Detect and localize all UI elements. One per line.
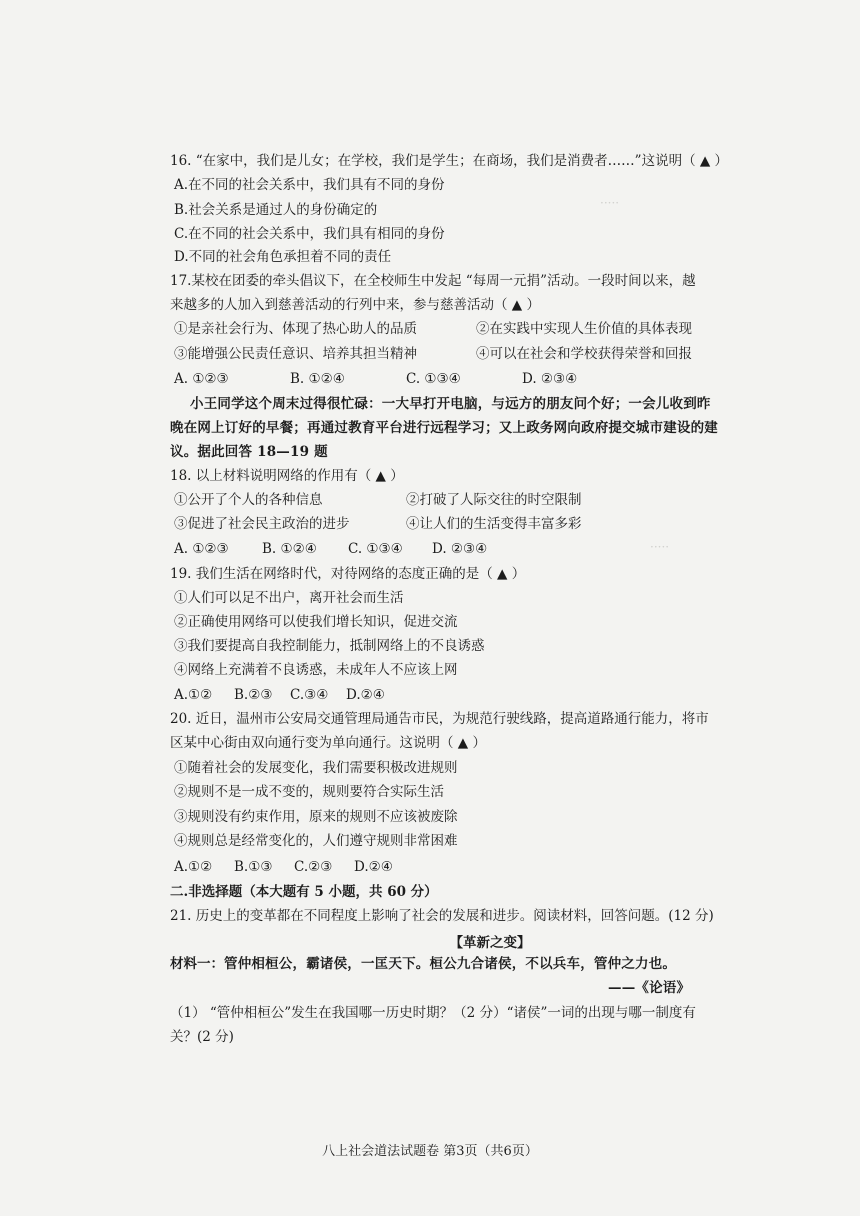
question-19-statement-4: ④网络上充满着不良诱惑，未成年人不应该上网 (174, 662, 458, 678)
question-18-statement-3: ③促进了社会民主政治的进步 (174, 516, 350, 532)
material-18-19-line1: 小王同学这个周末过得很忙碌：一大早打开电脑，与远方的朋友问个好；一会儿收到昨 (190, 396, 711, 412)
question-16-option-b: B.社会关系是通过人的身份确定的 (174, 202, 378, 218)
question-19-stem: 19. 我们生活在网络时代，对待网络的态度正确的是（ ▲ ） (170, 566, 526, 582)
choice-b: B.②③ (234, 687, 273, 703)
question-20-statement-3: ③规则没有约束作用，原来的规则不应该被废除 (174, 809, 458, 825)
page-footer: 八上社会道法试题卷 第3页（共6页） (322, 1144, 538, 1159)
material-18-19-line2: 晚在网上订好的早餐；再通过教育平台进行远程学习；又上政务网向政府提交城市建设的建 (170, 420, 718, 436)
choice-a: A.①② (174, 859, 213, 875)
choice-d: D.②④ (354, 859, 393, 875)
choice-c: C. ①③④ (348, 541, 403, 557)
question-17-statement-2: ②在实践中实现人生价值的具体表现 (476, 321, 692, 337)
choice-c: C. ①③④ (406, 371, 461, 387)
material-1-label: 材料一： (170, 956, 224, 972)
question-20-stem-line1: 20. 近日，温州市公安局交通管理局通告市民，为规范行驶线路，提高道路通行能力，将市 (170, 711, 709, 727)
question-20-statement-2: ②规则不是一成不变的，规则要符合实际生活 (174, 784, 444, 800)
question-20-stem-line2: 区某中心街由双向通行变为单向通行。这说明（ ▲ ） (170, 735, 486, 751)
question-21-material-1 (170, 955, 750, 973)
question-17-statement-4: ④可以在社会和学校获得荣誉和回报 (476, 346, 692, 362)
choice-d: D. ②③④ (432, 541, 488, 557)
choice-c: C.②③ (294, 859, 333, 875)
question-17-statement-1: ①是亲社会行为、体现了热心助人的品质 (174, 321, 417, 337)
question-20-statement-4: ④规则总是经常变化的，人们遵守规则非常困难 (174, 833, 458, 849)
bleed-through-text: ····· (650, 540, 670, 554)
question-21-stem: 21. 历史上的变革都在不同程度上影响了社会的发展和进步。阅读材料，回答问题。(12 分) (170, 908, 714, 924)
choice-d: D. ②③④ (522, 371, 578, 387)
material-18-19-line3: 议。据此回答 18—19 题 (170, 444, 328, 460)
choice-b: B.①③ (234, 859, 273, 875)
question-20-statement-1: ①随着社会的发展变化，我们需要积极改进规则 (174, 760, 458, 776)
question-19-choices (174, 686, 385, 704)
question-19-statement-2: ②正确使用网络可以使我们增长知识，促进交流 (174, 614, 458, 630)
question-16-option-a: A.在不同的社会关系中，我们具有不同的身份 (174, 177, 445, 193)
question-19-statement-1: ①人们可以足不出户，离开社会而生活 (174, 590, 404, 606)
choice-c: C.③④ (290, 687, 329, 703)
question-21-part-1-line2: 关？(2 分) (170, 1029, 234, 1045)
choice-b: B. ①②④ (290, 371, 345, 387)
question-18-statement-2: ②打破了人际交往的时空限制 (406, 492, 582, 508)
choice-d: D.②④ (346, 687, 385, 703)
choice-a: A. ①②③ (174, 541, 229, 557)
choice-b: B. ①②④ (262, 541, 317, 557)
question-17-stem-line2: 来越多的人加入到慈善活动的行列中来，参与慈善活动（ ▲ ） (170, 297, 540, 313)
material-1-source: ——《论语》 (608, 980, 691, 996)
question-20-choices (174, 858, 393, 876)
question-16-option-d: D.不同的社会角色承担着不同的责任 (174, 249, 392, 265)
question-21-part-1-line1: （1） “管仲相桓公”发生在我国哪一历史时期？（2 分）“诸侯”一词的出现与哪一制度有 (170, 1005, 696, 1021)
question-18-statement-1: ①公开了个人的各种信息 (174, 492, 323, 508)
choice-a: A.①② (174, 687, 213, 703)
question-16-stem: 16. “在家中，我们是儿女；在学校，我们是学生；在商场，我们是消费者……”这说明（ ▲ ） (170, 153, 729, 169)
material-1-text: 管仲相桓公，霸诸侯，一匡天下。桓公九合诸侯，不以兵车，管仲之力也。 (224, 956, 677, 972)
question-19-statement-3: ③我们要提高自我控制能力，抵制网络上的不良诱惑 (174, 638, 485, 654)
section-2-heading: 二.非选择题（本大题有 5 小题，共 60 分） (170, 884, 438, 900)
question-16-option-c: C.在不同的社会关系中，我们具有相同的身份 (174, 226, 445, 242)
question-17-stem-line1: 17.某校在团委的牵头倡议下，在全校师生中发起 “每周一元捐”活动。一段时间以来，越 (170, 273, 696, 289)
bleed-through-text: ····· (600, 196, 620, 210)
question-17-choices (174, 370, 577, 388)
question-17-statement-3: ③能增强公民责任意识、培养其担当精神 (174, 346, 417, 362)
question-18-statement-4: ④让人们的生活变得丰富多彩 (406, 516, 582, 532)
question-18-stem: 18. 以上材料说明网络的作用有（ ▲ ） (170, 468, 404, 484)
question-18-choices (174, 540, 487, 558)
choice-a: A. ①②③ (174, 371, 229, 387)
question-21-subtitle: 【革新之变】 (449, 935, 531, 951)
